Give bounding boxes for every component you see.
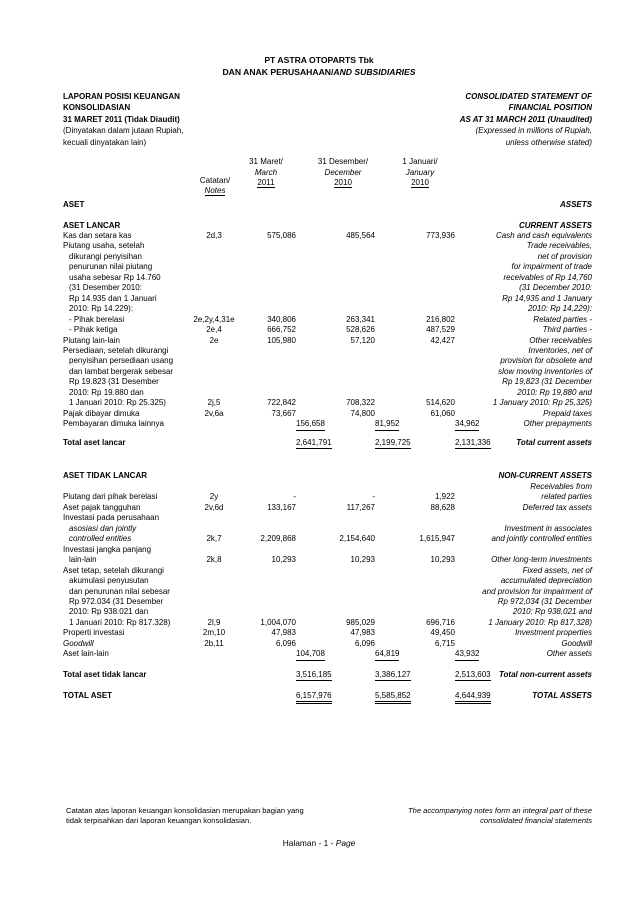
value-jan-2010: 88,628 bbox=[430, 502, 455, 512]
row-label-en: Related parties - bbox=[533, 314, 592, 324]
footer-note-en bbox=[408, 806, 592, 827]
section-current-assets bbox=[0, 221, 638, 231]
value-jan-2010: 696,716 bbox=[426, 617, 455, 627]
section-label-id: ASET bbox=[63, 200, 85, 209]
table-row bbox=[0, 503, 638, 513]
column-header-2011 bbox=[238, 157, 294, 189]
title-id-line: kecuali dinyatakan lain) bbox=[63, 137, 147, 147]
value-jan-2010: 514,620 bbox=[426, 398, 455, 408]
value-jan-2010: 10,293 bbox=[430, 555, 455, 565]
row-label-en: Other assets bbox=[546, 649, 592, 659]
table-row bbox=[0, 377, 638, 387]
section-label-id: ASET TIDAK LANCAR bbox=[63, 471, 147, 480]
table-row bbox=[0, 482, 638, 492]
row-label-en: Investment properties bbox=[515, 628, 592, 638]
col-header-line: January bbox=[405, 167, 435, 177]
table-row bbox=[0, 524, 638, 534]
table-row bbox=[0, 241, 638, 251]
value-2011: 2,209,868 bbox=[260, 534, 296, 544]
table-row bbox=[0, 304, 638, 314]
row-label-en: Other prepayments bbox=[523, 419, 592, 429]
table-row bbox=[0, 336, 638, 346]
col-header-year: 2010 bbox=[411, 178, 429, 187]
table-row bbox=[0, 587, 638, 597]
title-en-line: CONSOLIDATED STATEMENT OF bbox=[465, 92, 592, 101]
table-row bbox=[0, 231, 638, 241]
value-jan-2010-value: 43,932 bbox=[455, 649, 479, 660]
value-dec-2010: 2,199,725 bbox=[375, 438, 411, 449]
table-row bbox=[0, 555, 638, 565]
row-note: 2j,5 bbox=[207, 398, 221, 408]
title-en-line: (Expressed in millions of Rupiah, bbox=[475, 126, 592, 136]
row-label-en: Prepaid taxes bbox=[543, 408, 592, 418]
value-2011: 10,293 bbox=[271, 555, 296, 565]
row-label-id: Persediaan, setelah dikurangi bbox=[63, 345, 169, 355]
col-header-line: 1 Januari/ bbox=[402, 157, 438, 166]
table-row bbox=[0, 367, 638, 377]
row-note: 2v,6d bbox=[204, 502, 224, 512]
row-label-en: slow moving inventories of bbox=[498, 366, 592, 376]
value-jan-2010: 2,513,603 bbox=[455, 670, 491, 681]
value-dec-2010: - bbox=[372, 492, 375, 502]
row-label-id: Rp 19.823 (31 Desember bbox=[69, 377, 159, 387]
table-row bbox=[0, 607, 638, 617]
table-row bbox=[0, 252, 638, 262]
row-label-id: akumulasi penyusutan bbox=[69, 576, 149, 586]
value-dec-2010: 485,564 bbox=[346, 231, 375, 240]
value-dec-2010-value: 64,819 bbox=[375, 649, 399, 660]
row-note: 2e,4 bbox=[206, 325, 222, 335]
value-jan-2010: 4,644,939 bbox=[455, 691, 491, 704]
value-2011: 6,157,976 bbox=[296, 691, 332, 704]
title-id-line: (Dinyatakan dalam jutaan Rupiah, bbox=[63, 126, 184, 136]
row-label-en: 2010: Rp 14,229): bbox=[527, 304, 592, 314]
row-label-id: Aset pajak tangguhan bbox=[63, 502, 141, 512]
row-label-id: - Pihak berelasi bbox=[69, 314, 125, 324]
value-dec-2010: 57,120 bbox=[350, 335, 375, 345]
row-label-en: related parties bbox=[541, 492, 592, 502]
table-row bbox=[0, 597, 638, 607]
table-row bbox=[0, 356, 638, 366]
row-label-id: Pembayaran dimuka lainnya bbox=[63, 419, 164, 429]
section-noncurrent-assets bbox=[0, 471, 638, 481]
footer-line: tidak terpisahkan dari laporan keuangan konsolidasian. bbox=[66, 816, 252, 826]
title-id-line: KONSOLIDASIAN bbox=[63, 103, 131, 113]
value-2011: 666,752 bbox=[267, 325, 296, 335]
value-jan-2010: 42,427 bbox=[430, 335, 455, 345]
value-2011: 133,167 bbox=[267, 502, 296, 512]
row-note: 2b,11 bbox=[204, 638, 224, 648]
page-number bbox=[0, 838, 638, 848]
row-label-en: Receivables from bbox=[530, 482, 592, 491]
table-row bbox=[0, 545, 638, 555]
table-row bbox=[0, 492, 638, 502]
value-dec-2010-value: 81,952 bbox=[375, 419, 399, 430]
value-dec-2010: 2,154,640 bbox=[339, 534, 375, 544]
footer-line: The accompanying notes form an integral part of these bbox=[407, 806, 592, 815]
row-label-id: Aset tetap, setelah dikurangi bbox=[63, 565, 164, 575]
row-label-id: Total aset tidak lancar bbox=[63, 670, 147, 679]
row-label-id: 2010: Rp 938.021 dan bbox=[69, 607, 149, 617]
table-row bbox=[0, 346, 638, 356]
section-label-id: ASET LANCAR bbox=[63, 221, 121, 230]
row-label-en: Inventories, net of bbox=[528, 345, 592, 355]
row-label-id: usaha sebesar Rp 14.760 bbox=[69, 272, 161, 282]
table-row bbox=[0, 388, 638, 398]
col-header-line: 31 Desember/ bbox=[317, 157, 369, 166]
table-row bbox=[0, 649, 638, 659]
row-label-id: lain-lain bbox=[69, 555, 97, 565]
row-label-id: penurunan nilai piutang bbox=[69, 262, 153, 272]
row-label-id: 1 Januari 2010: Rp 817.328) bbox=[69, 617, 171, 627]
table-row bbox=[0, 398, 638, 408]
col-header-line: March bbox=[254, 167, 278, 177]
value-2011-value: 156,658 bbox=[296, 419, 325, 430]
row-label-en: Goodwill bbox=[561, 638, 592, 648]
title-en-line: FINANCIAL POSITION bbox=[508, 103, 592, 113]
value-2011: 340,806 bbox=[267, 314, 296, 324]
value-jan-2010: 1,615,947 bbox=[419, 534, 455, 544]
row-label-id: asosiasi dan jointly bbox=[69, 523, 137, 533]
value-2011-value: 104,708 bbox=[296, 649, 325, 660]
table-row bbox=[0, 566, 638, 576]
value-dec-2010: 3,386,127 bbox=[375, 670, 411, 681]
company-subtitle bbox=[0, 67, 638, 77]
row-label-id: dan lambat bergerak sebesar bbox=[69, 366, 174, 376]
table-row bbox=[0, 294, 638, 304]
row-label-en: Total non-current assets bbox=[498, 670, 592, 679]
page-number-id: Halaman - 1 - bbox=[282, 838, 336, 848]
row-label-id: Goodwill bbox=[63, 638, 94, 648]
value-jan-2010: 2,131,336 bbox=[455, 438, 491, 449]
total-current-assets-row bbox=[0, 438, 638, 448]
value-jan-2010: 487,529 bbox=[426, 325, 455, 335]
row-label-id: penyisihan persediaan usang bbox=[69, 356, 174, 366]
row-label-en: Rp 972,034 (31 December bbox=[497, 596, 592, 606]
title-id-line: 31 MARET 2011 (Tidak Diaudit) bbox=[63, 114, 180, 124]
row-label-en: receivables of Rp 14,760 bbox=[503, 272, 592, 282]
notes-header-en: Notes bbox=[204, 186, 226, 195]
col-header-year: 2010 bbox=[334, 178, 352, 187]
row-label-en: Cash and cash equivalents bbox=[495, 231, 592, 240]
row-note: 2d,3 bbox=[206, 231, 222, 240]
row-label-en: accumulated depreciation bbox=[500, 576, 592, 586]
footer-line: consolidated financial statements bbox=[480, 816, 592, 826]
value-2011: 575,086 bbox=[267, 231, 296, 240]
row-label-id: 2010: Rp 14.229): bbox=[69, 304, 134, 314]
total-noncurrent-assets-row bbox=[0, 670, 638, 680]
row-label-en: Trade receivables, bbox=[526, 241, 592, 251]
table-row bbox=[0, 283, 638, 293]
column-header-jan-2010 bbox=[390, 157, 450, 189]
table-row bbox=[0, 628, 638, 638]
section-label-en: CURRENT ASSETS bbox=[518, 221, 592, 230]
section-label-en: NON-CURRENT ASSETS bbox=[498, 471, 592, 480]
row-note: 2l,9 bbox=[207, 617, 221, 627]
subsidiaries-id: DAN ANAK PERUSAHAAN/ bbox=[222, 67, 334, 77]
table-row bbox=[0, 534, 638, 544]
value-jan-2010: 216,802 bbox=[426, 314, 455, 324]
table-row bbox=[0, 419, 638, 429]
row-label-en: and provision for impairment of bbox=[482, 586, 592, 596]
value-2011: 105,980 bbox=[267, 335, 296, 345]
value-2011: 722,842 bbox=[267, 398, 296, 408]
value-2011: 6,096 bbox=[275, 638, 296, 648]
row-label-id: Investasi pada perusahaan bbox=[63, 513, 160, 523]
value-dec-2010: 47,983 bbox=[350, 628, 375, 638]
row-label-id: 1 Januari 2010: Rp 25.325) bbox=[69, 398, 166, 408]
notes-header-id: Catatan/ bbox=[199, 175, 231, 185]
row-label-en: 2010: Rp 19,880 and bbox=[517, 387, 592, 397]
row-note: 2e,2y,4,31e bbox=[193, 314, 235, 324]
row-label-id: Piutang dari pihak berelasi bbox=[63, 492, 158, 502]
row-label-id: Properti investasi bbox=[63, 628, 125, 638]
title-en-line: AS AT 31 MARCH 2011 (Unaudited) bbox=[459, 114, 592, 124]
row-label-id: controlled entities bbox=[69, 534, 132, 544]
value-dec-2010: 528,626 bbox=[346, 325, 375, 335]
title-en-line: unless otherwise stated) bbox=[505, 137, 592, 147]
table-row bbox=[0, 618, 638, 628]
statement-title-en bbox=[460, 91, 592, 148]
row-label-en: Fixed assets, net of bbox=[522, 565, 592, 575]
row-label-id: Piutang usaha, setelah bbox=[63, 241, 145, 251]
row-label-en: for impairment of trade bbox=[511, 262, 592, 272]
row-label-en: Investment in associates bbox=[504, 523, 592, 533]
row-label-en: and jointly controlled entities bbox=[491, 534, 592, 544]
row-label-id: Total aset lancar bbox=[63, 438, 126, 447]
value-dec-2010: 985,029 bbox=[346, 617, 375, 627]
subsidiaries-en: AND SUBSIDIARIES bbox=[333, 67, 416, 77]
value-jan-2010: 1,922 bbox=[434, 492, 455, 502]
col-header-year: 2011 bbox=[257, 178, 275, 187]
value-dec-2010: 117,267 bbox=[346, 502, 375, 512]
title-id-line: LAPORAN POSISI KEUANGAN bbox=[63, 92, 180, 101]
row-note: 2y bbox=[209, 492, 219, 502]
row-label-en: Other receivables bbox=[529, 335, 592, 345]
value-dec-2010: 263,341 bbox=[346, 314, 375, 324]
table-row bbox=[0, 315, 638, 325]
value-2011: - bbox=[293, 492, 296, 502]
row-label-en: 2010: Rp 938,021 and bbox=[512, 607, 592, 617]
table-row bbox=[0, 325, 638, 335]
value-jan-2010: 6,715 bbox=[434, 638, 455, 648]
section-label-en: ASSETS bbox=[559, 200, 592, 209]
row-note: 2k,7 bbox=[206, 534, 222, 544]
row-note: 2e bbox=[209, 335, 219, 345]
row-label-en: Rp 19,823 (31 December bbox=[502, 377, 592, 387]
table-row bbox=[0, 409, 638, 419]
row-note: 2k,8 bbox=[206, 555, 222, 565]
row-label-id: Kas dan setara kas bbox=[63, 231, 132, 240]
value-2011: 3,516,185 bbox=[296, 670, 332, 681]
row-label-id: 2010: Rp 19.880 dan bbox=[69, 387, 144, 397]
value-dec-2010: 708,322 bbox=[346, 398, 375, 408]
row-label-id: - Pihak ketiga bbox=[69, 325, 118, 335]
total-assets-row bbox=[0, 691, 638, 701]
row-label-id: Pajak dibayar dimuka bbox=[63, 408, 140, 418]
row-note: 2m,10 bbox=[202, 628, 226, 638]
row-label-id: Investasi jangka panjang bbox=[63, 544, 152, 554]
row-label-id: Aset lain-lain bbox=[63, 649, 109, 659]
value-dec-2010: 6,096 bbox=[354, 638, 375, 648]
row-label-en: Other long-term investments bbox=[491, 555, 592, 565]
table-row bbox=[0, 513, 638, 523]
row-label-en: TOTAL ASSETS bbox=[532, 691, 592, 700]
row-label-en: provision for obsolete and bbox=[500, 356, 592, 366]
value-2011: 47,983 bbox=[271, 628, 296, 638]
row-note: 2v,6a bbox=[204, 408, 224, 418]
value-dec-2010: 74,800 bbox=[350, 408, 375, 418]
row-label-en: Rp 14,935 and 1 January bbox=[502, 293, 592, 303]
row-label-id: Piutang lain-lain bbox=[63, 335, 120, 345]
table-row bbox=[0, 639, 638, 649]
footer-line: Catatan atas laporan keuangan konsolidasian merupakan bagian yang bbox=[66, 806, 304, 815]
row-label-en: 1 January 2010: Rp 817,328) bbox=[488, 617, 592, 627]
statement-title-id bbox=[63, 91, 184, 148]
row-label-en: Third parties - bbox=[542, 325, 592, 335]
value-jan-2010-value: 34,962 bbox=[455, 419, 479, 430]
row-label-en: Deferred tax assets bbox=[522, 502, 592, 512]
row-label-en: 1 January 2010: Rp 25,325) bbox=[492, 398, 592, 408]
value-jan-2010: 773,936 bbox=[426, 231, 455, 240]
value-jan-2010: 61,060 bbox=[430, 408, 455, 418]
row-label-en: Total current assets bbox=[516, 438, 592, 447]
footer-note-id bbox=[66, 806, 304, 827]
table-row bbox=[0, 576, 638, 586]
value-dec-2010: 10,293 bbox=[350, 555, 375, 565]
row-label-id: Rp 972.034 (31 Desember bbox=[69, 596, 164, 606]
value-jan-2010: 49,450 bbox=[430, 628, 455, 638]
page-number-en: Page bbox=[335, 838, 356, 848]
value-dec-2010: 5,585,852 bbox=[375, 691, 411, 704]
row-label-id: dan penurunan nilai sebesar bbox=[69, 586, 170, 596]
section-assets bbox=[0, 200, 638, 210]
column-header-notes bbox=[190, 165, 240, 197]
value-2011: 1,004,070 bbox=[260, 617, 296, 627]
value-2011: 2,641,791 bbox=[296, 438, 332, 449]
row-label-en: (31 December 2010: bbox=[519, 283, 592, 293]
row-label-id: (31 Desember 2010: bbox=[69, 283, 142, 293]
company-name: PT ASTRA OTOPARTS Tbk bbox=[264, 55, 374, 65]
col-header-line: 31 Maret/ bbox=[249, 157, 283, 166]
column-header-dec-2010 bbox=[305, 157, 381, 189]
table-row bbox=[0, 262, 638, 272]
row-label-en: net of provision bbox=[537, 251, 592, 261]
value-2011: 73,667 bbox=[271, 408, 296, 418]
row-label-id: Rp 14.935 dan 1 Januari bbox=[69, 293, 157, 303]
row-label-id: TOTAL ASET bbox=[63, 691, 113, 700]
row-label-id: dikurangi penyisihan bbox=[69, 251, 142, 261]
table-row bbox=[0, 273, 638, 283]
col-header-line: December bbox=[324, 167, 362, 177]
